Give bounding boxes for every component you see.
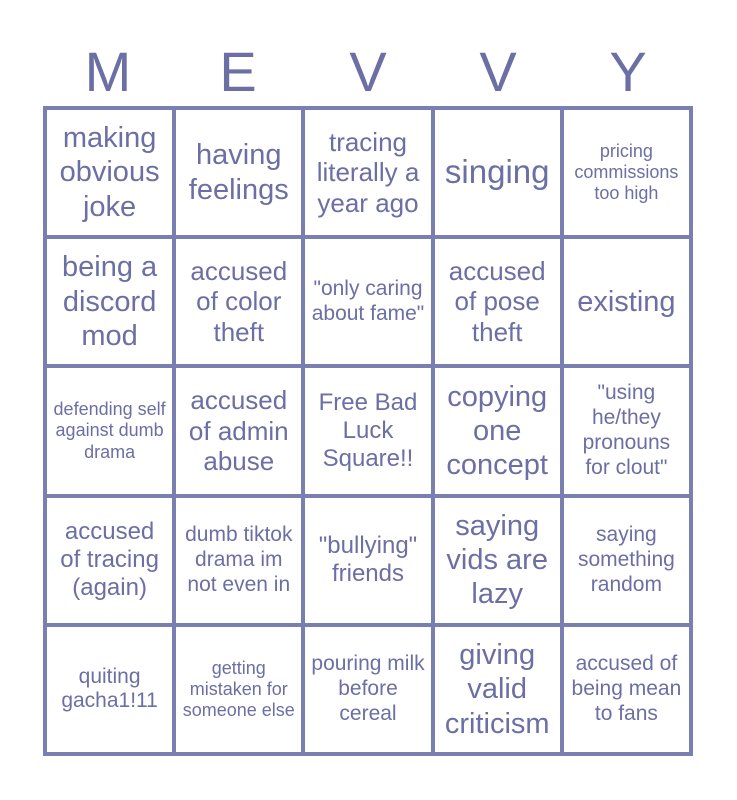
bingo-cell[interactable]: giving valid criticism <box>433 625 562 754</box>
bingo-cell[interactable]: "using he/they pronouns for clout" <box>562 366 691 495</box>
bingo-cell[interactable]: getting mistaken for someone else <box>174 625 303 754</box>
header-letter-3: V <box>349 40 387 103</box>
bingo-cell[interactable]: Free Bad Luck Square!! <box>303 366 432 495</box>
bingo-cell[interactable]: "only caring about fame" <box>303 237 432 366</box>
bingo-cell[interactable]: singing <box>433 108 562 237</box>
bingo-cell[interactable]: accused of color theft <box>174 237 303 366</box>
bingo-cell[interactable]: having feelings <box>174 108 303 237</box>
bingo-cell[interactable]: accused of admin abuse <box>174 366 303 495</box>
bingo-cell[interactable]: accused of pose theft <box>433 237 562 366</box>
header-letter-5: Y <box>609 40 647 103</box>
bingo-cell[interactable]: pouring milk before cereal <box>303 625 432 754</box>
bingo-cell[interactable]: accused of tracing (again) <box>45 496 174 625</box>
bingo-cell[interactable]: defending self against dumb drama <box>45 366 174 495</box>
bingo-cell[interactable]: existing <box>562 237 691 366</box>
bingo-cell[interactable]: quiting gacha1!11 <box>45 625 174 754</box>
bingo-cell[interactable]: saying vids are lazy <box>433 496 562 625</box>
bingo-cell[interactable]: being a discord mod <box>45 237 174 366</box>
bingo-cell[interactable]: making obvious joke <box>45 108 174 237</box>
bingo-cell[interactable]: saying something random <box>562 496 691 625</box>
bingo-cell[interactable]: "bullying" friends <box>303 496 432 625</box>
header-letter-2: E <box>219 40 257 103</box>
header-letter-1: M <box>84 40 132 103</box>
bingo-cell[interactable]: pricing commissions too high <box>562 108 691 237</box>
bingo-cell[interactable]: tracing literally a year ago <box>303 108 432 237</box>
bingo-cell[interactable]: accused of being mean to fans <box>562 625 691 754</box>
bingo-cell[interactable]: dumb tiktok drama im not even in <box>174 496 303 625</box>
bingo-grid <box>43 106 693 756</box>
bingo-header <box>43 40 693 104</box>
header-letter-4: V <box>479 40 517 103</box>
bingo-cell[interactable]: copying one concept <box>433 366 562 495</box>
